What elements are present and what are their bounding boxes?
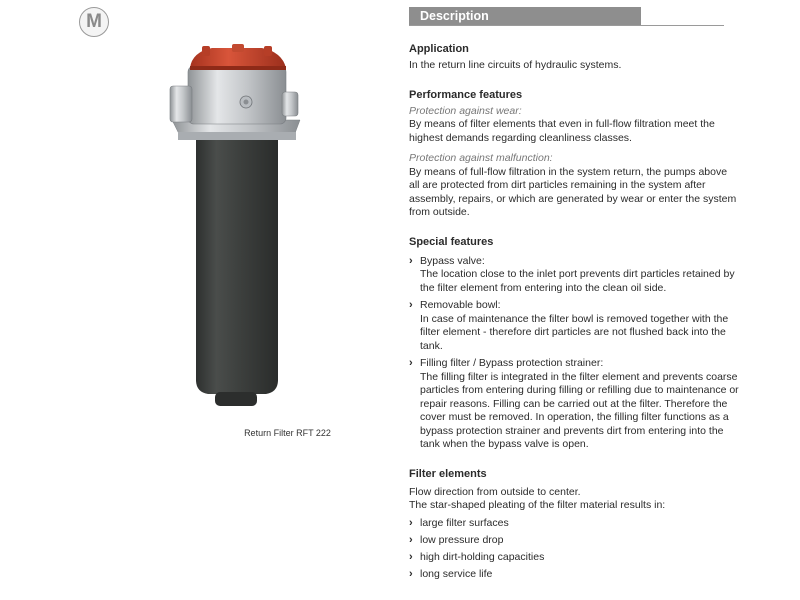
list-item [409,534,739,548]
feature-title: Bypass valve: [420,254,485,267]
performance-heading: Performance features [409,88,523,101]
filter-elements-line-1: Flow direction from outside to center. [409,485,581,498]
feature-title: Filling filter / Bypass protection strainer: [420,357,604,369]
application-text: In the return line circuits of hydraulic systems. [409,59,622,71]
bullet-chevron-icon: › [409,550,413,563]
list-item [409,357,739,452]
description-header [409,7,724,26]
list-item [409,255,739,296]
special-features-heading: Special features [409,235,494,248]
brand-logo: M [79,7,109,37]
feature-text: In case of maintenance the filter bowl is removed together with the filter element - therefore dirt particles are not flushed back into the tank. [420,312,729,352]
application-heading: Application [409,43,469,55]
malfunction-text: By means of full-flow filtration in the system return, the pumps above all are protected from dirt particles remaining in the system after assembly, repairs, or which are generated by wear or enter the system from outside. [409,165,737,218]
bullet-chevron-icon: › [409,299,413,311]
wear-label: Protection against wear: [409,104,522,117]
list-item [409,551,739,565]
list-item-text: high dirt-holding capacities [420,550,545,563]
special-features-list [409,255,739,452]
bullet-chevron-icon: › [409,533,413,546]
list-item-text: low pressure drop [420,533,504,546]
bullet-chevron-icon: › [409,254,413,267]
list-item [409,568,739,582]
bullet-chevron-icon: › [409,357,413,369]
filter-elements-line-2: The star-shaped pleating of the filter material results in: [409,499,666,511]
list-item-text: large filter surfaces [420,516,509,529]
product-image-return-filter [160,40,310,412]
feature-text: The filling filter is integrated in the filter element and prevents coarse particles from entering during filling or refilling due to maintenance or repair reasons. Filling can be carried out at the filter. Therefore the cover must be removed. In operation, the filling filter functions as a bypass protection strainer and prevents dirt from entering into the tank when the bypass valve is open. [420,370,739,450]
filter-elements-heading: Filter elements [409,467,487,480]
filter-elements-list [409,517,739,582]
description-section [409,7,739,585]
malfunction-label: Protection against malfunction: [409,152,553,164]
bullet-chevron-icon: › [409,516,413,529]
bullet-chevron-icon: › [409,567,413,580]
product-caption: Return Filter RFT 222 [244,428,331,438]
list-item [409,517,739,531]
list-item [409,299,739,353]
description-title: Description [409,7,641,25]
feature-title: Removable bowl: [420,299,501,311]
list-item-text: long service life [420,567,493,580]
feature-text: The location close to the inlet port prevents dirt particles retained by the filter element from entering into the clean oil side. [420,268,735,294]
wear-text: By means of filter elements that even in full-flow filtration meet the highest demands regarding cleanliness classes. [409,118,715,144]
filter-illustration [160,40,310,412]
